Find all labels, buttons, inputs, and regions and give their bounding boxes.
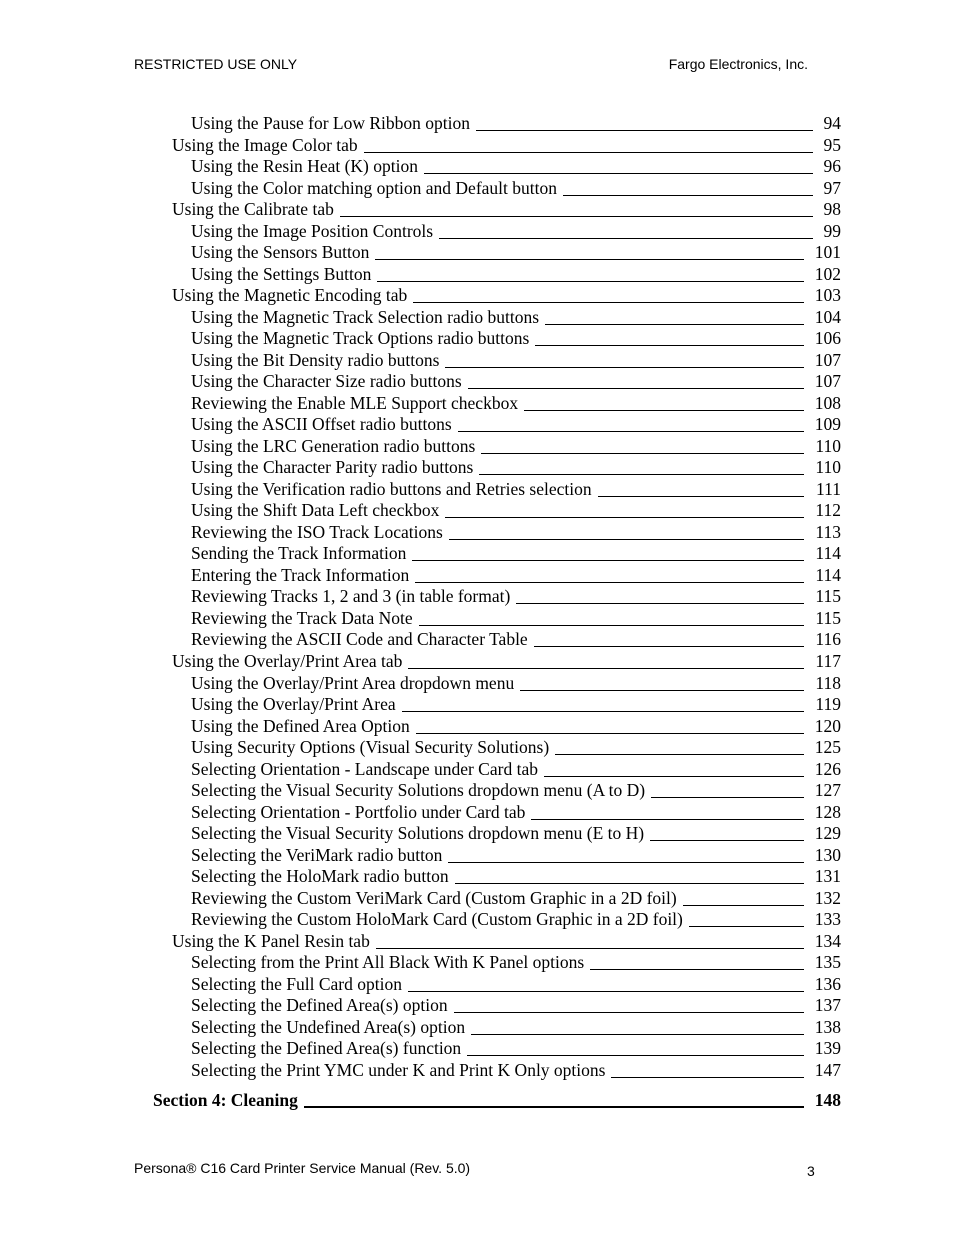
toc-entry-title: Using the Magnetic Track Selection radio buttons (191, 307, 545, 327)
toc-entry-title: Reviewing the Custom VeriMark Card (Custom Graphic in a 2D foil) (191, 888, 683, 908)
toc-entry-page: 132 (814, 888, 841, 908)
toc-entry-title: Using Security Options (Visual Security Solutions) (191, 737, 555, 757)
toc-entry-title: Reviewing the ISO Track Locations (191, 522, 449, 542)
toc-entry[interactable] (0, 909, 954, 929)
toc-entry[interactable] (0, 952, 954, 972)
toc-entry-page: 112 (815, 500, 841, 520)
toc-entry[interactable] (0, 802, 954, 822)
toc-entry-title: Selecting the Visual Security Solutions dropdown menu (A to D) (191, 780, 651, 800)
toc-entry[interactable] (0, 995, 954, 1015)
toc-entry[interactable] (0, 328, 954, 348)
toc-entry-page: 113 (815, 522, 841, 542)
toc-entry[interactable] (0, 522, 954, 542)
toc-entry-title: Selecting Orientation - Portfolio under Card tab (191, 802, 531, 822)
toc-entry-page: 110 (815, 436, 841, 456)
toc-entry-title: Using the Resin Heat (K) option (191, 156, 424, 176)
toc-entry-title: Section 4: Cleaning (153, 1090, 304, 1110)
toc-entry[interactable] (0, 823, 954, 843)
toc-entry[interactable] (0, 436, 954, 456)
toc-entry[interactable] (0, 1038, 954, 1058)
toc-entry[interactable] (0, 285, 954, 305)
toc-entry[interactable] (0, 759, 954, 779)
toc-entry-title: Using the Color matching option and Default button (191, 178, 563, 198)
toc-entry-page: 114 (815, 543, 841, 563)
toc-entry-page: 102 (814, 264, 841, 284)
toc-entry-page: 125 (814, 737, 841, 757)
toc-entry[interactable] (0, 414, 954, 434)
toc-entry[interactable] (0, 1090, 954, 1110)
toc-entry-title: Using the Pause for Low Ribbon option (191, 113, 476, 133)
toc-entry-page: 115 (815, 586, 841, 606)
toc-entry[interactable] (0, 457, 954, 477)
toc-entry-title: Reviewing the Track Data Note (191, 608, 419, 628)
toc-entry-page: 120 (814, 716, 841, 736)
toc-entry[interactable] (0, 156, 954, 176)
toc-entry-title: Using the K Panel Resin tab (172, 931, 376, 951)
toc-entry[interactable] (0, 500, 954, 520)
toc-entry-title: Selecting the Full Card option (191, 974, 408, 994)
toc-entry-page: 107 (814, 350, 841, 370)
toc-entry-title: Selecting the HoloMark radio button (191, 866, 455, 886)
toc-entry-page: 95 (823, 135, 841, 155)
toc-entry-title: Using the Image Color tab (172, 135, 364, 155)
header-right-text: Fargo Electronics, Inc. (668, 56, 808, 72)
toc-entry-title: Using the Image Position Controls (191, 221, 439, 241)
toc-entry-title: Reviewing the ASCII Code and Character Table (191, 629, 534, 649)
toc-entry-page: 116 (815, 629, 841, 649)
toc-entry[interactable] (0, 737, 954, 757)
toc-entry-title: Reviewing Tracks 1, 2 and 3 (in table format) (191, 586, 516, 606)
toc-entry[interactable] (0, 543, 954, 563)
toc-entry-page: 96 (823, 156, 841, 176)
header-left-text: RESTRICTED USE ONLY (134, 56, 298, 72)
toc-entry-page: 101 (814, 242, 841, 262)
toc-entry-title: Selecting from the Print All Black With K Panel options (191, 952, 590, 972)
toc-entry-title: Using the Overlay/Print Area dropdown menu (191, 673, 520, 693)
toc-entry-page: 135 (814, 952, 841, 972)
toc-entry-page: 111 (816, 479, 841, 499)
toc-entry[interactable] (0, 586, 954, 606)
toc-entry[interactable] (0, 1060, 954, 1080)
toc-entry[interactable] (0, 479, 954, 499)
toc-entry[interactable] (0, 221, 954, 241)
toc-entry-page: 136 (814, 974, 841, 994)
toc-entry[interactable] (0, 565, 954, 585)
toc-entry-title: Selecting Orientation - Landscape under Card tab (191, 759, 544, 779)
toc-entry[interactable] (0, 673, 954, 693)
toc-entry-page: 148 (814, 1090, 841, 1110)
toc-entry[interactable] (0, 629, 954, 649)
toc-entry[interactable] (0, 199, 954, 219)
toc-entry-page: 109 (814, 414, 841, 434)
toc-entry-page: 114 (815, 565, 841, 585)
toc-entry-title: Selecting the Defined Area(s) option (191, 995, 454, 1015)
toc-entry-page: 133 (814, 909, 841, 929)
toc-entry[interactable] (0, 371, 954, 391)
toc-entry-page: 128 (814, 802, 841, 822)
toc-entry-title: Using the Sensors Button (191, 242, 375, 262)
toc-entry-page: 126 (814, 759, 841, 779)
toc-entry-title: Using the Magnetic Track Options radio buttons (191, 328, 535, 348)
toc-entry[interactable] (0, 1017, 954, 1037)
toc-entry-page: 139 (814, 1038, 841, 1058)
toc-entry-title: Selecting the Visual Security Solutions dropdown menu (E to H) (191, 823, 650, 843)
toc-entry[interactable] (0, 242, 954, 262)
toc-entry-title: Using the Character Parity radio buttons (191, 457, 479, 477)
toc-entry[interactable] (0, 888, 954, 908)
page-number: 3 (807, 1163, 815, 1179)
toc-entry[interactable] (0, 931, 954, 951)
toc-entry-page: 119 (815, 694, 841, 714)
toc-entry-title: Selecting the Print YMC under K and Print K Only options (191, 1060, 611, 1080)
toc-entry-title: Using the LRC Generation radio buttons (191, 436, 481, 456)
toc-entry[interactable] (0, 135, 954, 155)
toc-entry-title: Using the ASCII Offset radio buttons (191, 414, 458, 434)
toc-entry[interactable] (0, 716, 954, 736)
toc-entry[interactable] (0, 845, 954, 865)
footer-title: Persona® C16 Card Printer Service Manual (Rev. 5.0) (134, 1160, 471, 1176)
toc-entry-page: 107 (814, 371, 841, 391)
toc-entry-page: 127 (814, 780, 841, 800)
toc-entry[interactable] (0, 307, 954, 327)
toc-entry-page: 147 (814, 1060, 841, 1080)
toc-entry-title: Entering the Track Information (191, 565, 415, 585)
toc-entry-title: Sending the Track Information (191, 543, 412, 563)
toc-entry[interactable] (0, 780, 954, 800)
toc-entry-page: 104 (814, 307, 841, 327)
toc-entry[interactable] (0, 393, 954, 413)
toc-entry-page: 129 (814, 823, 841, 843)
toc-entry-title: Using the Verification radio buttons and Retries selection (191, 479, 598, 499)
toc-entry-page: 131 (814, 866, 841, 886)
toc-entry-title: Using the Defined Area Option (191, 716, 416, 736)
toc-entry[interactable] (0, 974, 954, 994)
toc-entry[interactable] (0, 651, 954, 671)
toc-entry-title: Using the Shift Data Left checkbox (191, 500, 445, 520)
toc-entry-title: Using the Character Size radio buttons (191, 371, 468, 391)
toc-entry-page: 99 (823, 221, 841, 241)
toc-entry-title: Selecting the VeriMark radio button (191, 845, 448, 865)
toc-entry-page: 138 (814, 1017, 841, 1037)
toc-entry-page: 117 (815, 651, 841, 671)
toc-entry[interactable] (0, 113, 954, 133)
toc-entry-title: Reviewing the Custom HoloMark Card (Custom Graphic in a 2D foil) (191, 909, 689, 929)
toc-entry-page: 118 (815, 673, 841, 693)
toc-entry-title: Using the Settings Button (191, 264, 377, 284)
toc-entry[interactable] (0, 608, 954, 628)
toc-entry-page: 108 (814, 393, 841, 413)
toc-entry-page: 98 (823, 199, 841, 219)
toc-entry-title: Selecting the Undefined Area(s) option (191, 1017, 471, 1037)
toc-entry-title: Using the Calibrate tab (172, 199, 340, 219)
toc-entry[interactable] (0, 350, 954, 370)
toc-entry-title: Reviewing the Enable MLE Support checkbox (191, 393, 524, 413)
toc-entry-page: 134 (814, 931, 841, 951)
toc-entry-title: Using the Overlay/Print Area (191, 694, 402, 714)
toc-entry-page: 110 (815, 457, 841, 477)
toc-entry-page: 115 (815, 608, 841, 628)
toc-entry-title: Using the Overlay/Print Area tab (172, 651, 408, 671)
toc-entry-page: 137 (814, 995, 841, 1015)
toc-entry[interactable] (0, 866, 954, 886)
toc-entry-page: 106 (814, 328, 841, 348)
toc-entry-page: 103 (814, 285, 841, 305)
toc-entry-page: 130 (814, 845, 841, 865)
toc-entry-title: Selecting the Defined Area(s) function (191, 1038, 467, 1058)
toc-entry[interactable] (0, 264, 954, 284)
toc-entry-page: 94 (823, 113, 841, 133)
toc-entry[interactable] (0, 694, 954, 714)
toc-entry-title: Using the Bit Density radio buttons (191, 350, 445, 370)
toc-entry-title: Using the Magnetic Encoding tab (172, 285, 413, 305)
toc-entry[interactable] (0, 178, 954, 198)
toc-entry-page: 97 (823, 178, 841, 198)
